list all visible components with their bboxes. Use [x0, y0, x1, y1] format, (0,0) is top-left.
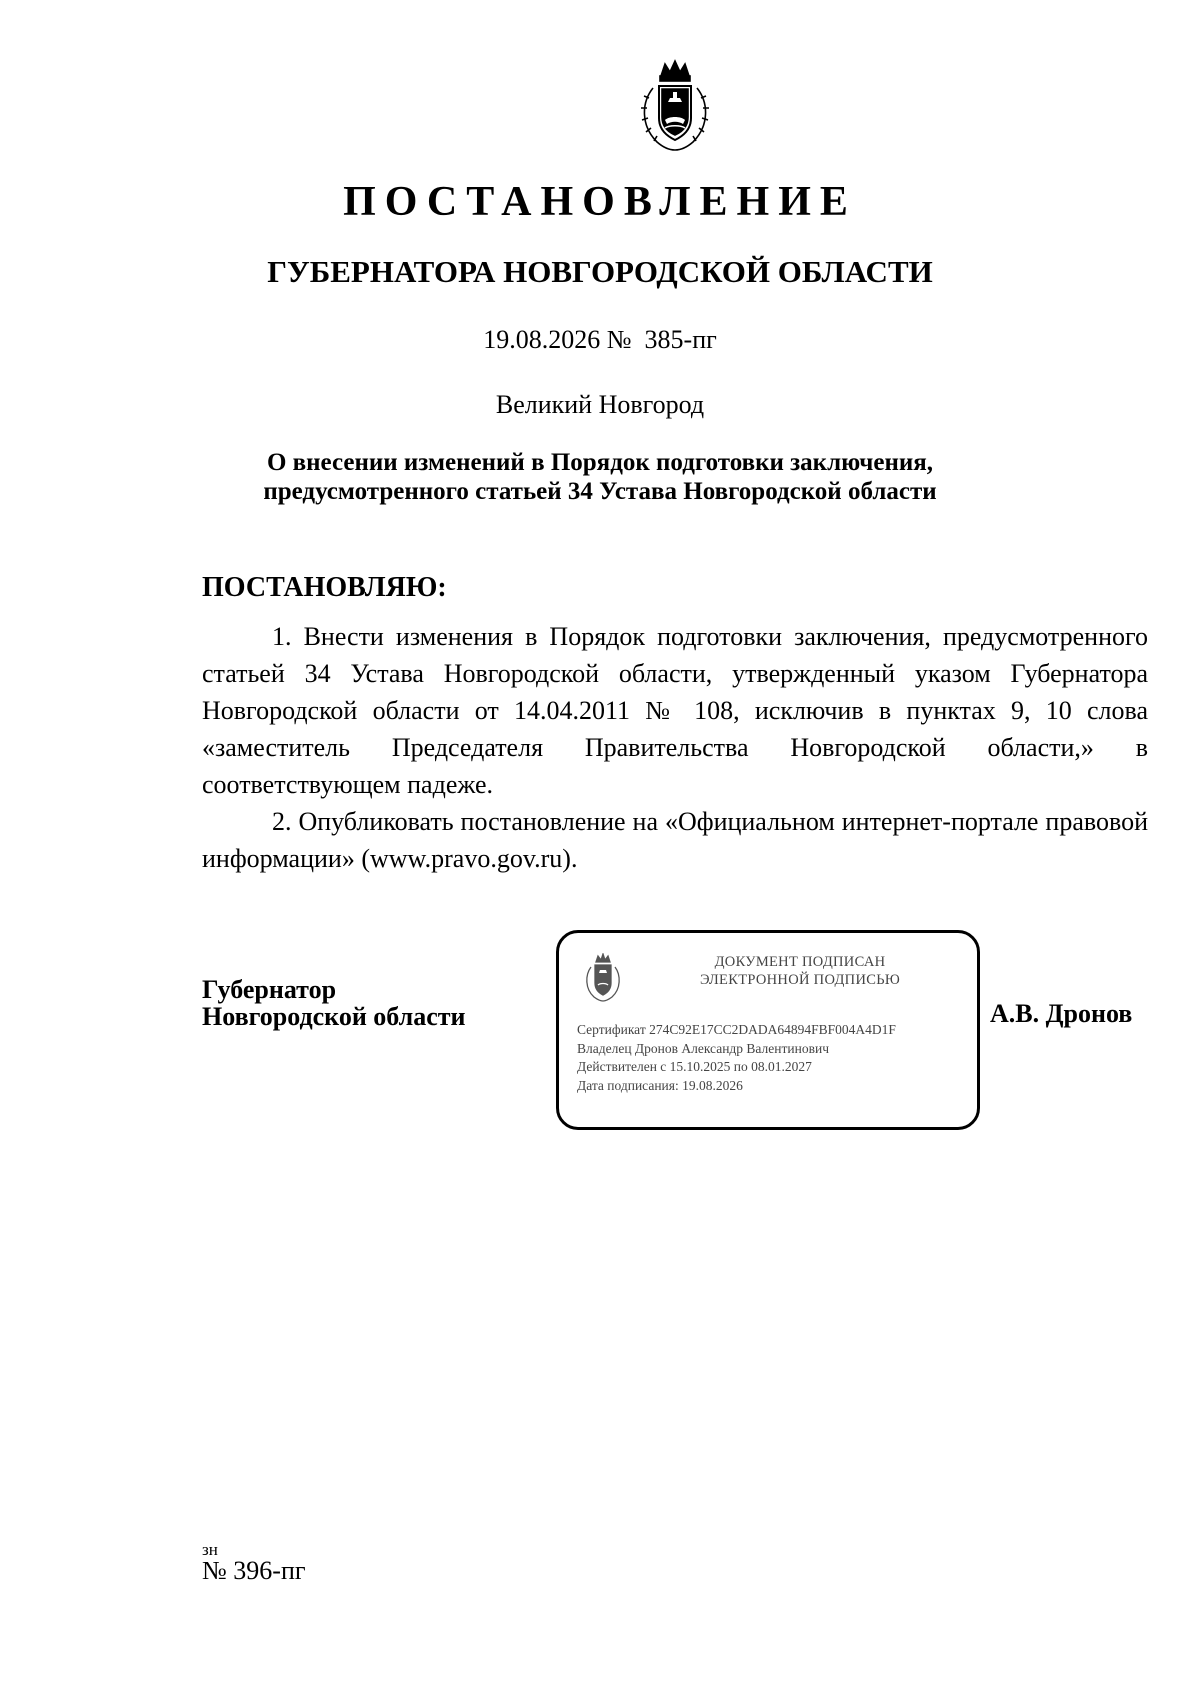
subject-line: О внесении изменений в Порядок подготовки заключения,: [266, 449, 934, 476]
stamp-details: [577, 1021, 896, 1095]
document-date: 19.08.2026: [483, 325, 601, 354]
signer-name: А.В. Дронов: [990, 999, 1133, 1028]
stamp-emblem-icon: [583, 953, 623, 1003]
stamp-owner: Владелец Дронов Александр Валентинович: [577, 1040, 829, 1056]
document-number: 385-пг: [644, 325, 717, 354]
document-date-number: [0, 325, 1200, 355]
paragraph: 2. Опубликовать постановление на «Официальном интернет-портале правовой информации» (www.pravo.gov.ru).: [202, 807, 1148, 873]
document-place: Великий Новгород: [495, 390, 705, 419]
stamp-heading-line: ДОКУМЕНТ ПОДПИСАН: [714, 954, 886, 970]
electronic-signature-stamp: [556, 930, 980, 1130]
stamp-sign-date: Дата подписания: 19.08.2026: [577, 1077, 743, 1093]
signatory-title: [202, 976, 466, 1030]
signatory-title-line: Новгородской области: [202, 1002, 466, 1031]
document-type-heading: ПОСТАНОВЛЕНИЕ: [343, 179, 857, 225]
footer-initials: зн: [202, 1540, 218, 1559]
document-body: [202, 618, 1148, 877]
footer-reg-number: № 396-пг: [202, 1556, 306, 1585]
coat-of-arms-emblem-icon: [635, 58, 715, 154]
number-sign: №: [606, 325, 632, 354]
stamp-heading: [639, 953, 961, 989]
paragraph: 1. Внести изменения в Порядок подготовки заключения, предусмотренного статьей 34 Устава Новгородской области, утвержденный указом Губернатора Новгородской области от 14.04.2011 № 108, исключив в пунктах 9, 10 слова «заместитель Председателя Правительства Новгородской области,» в соответствующем падеже.: [202, 622, 1148, 799]
subject-line: предусмотренного статьей 34 Устава Новгородской области: [263, 478, 937, 505]
stamp-heading-line: ЭЛЕКТРОННОЙ ПОДПИСЬЮ: [699, 972, 901, 988]
decree-word: ПОСТАНОВЛЯЮ:: [202, 572, 447, 603]
signatory-title-line: Губернатор: [202, 975, 337, 1004]
document-subject: [0, 448, 1200, 506]
issuing-authority: ГУБЕРНАТОРА НОВГОРОДСКОЙ ОБЛАСТИ: [267, 254, 933, 289]
stamp-validity: Действителен с 15.10.2025 по 08.01.2027: [577, 1059, 812, 1074]
stamp-certificate: Сертификат 274C92E17CC2DADA64894FBF004A4D1F: [577, 1022, 896, 1037]
registration-footer: [202, 1540, 306, 1585]
